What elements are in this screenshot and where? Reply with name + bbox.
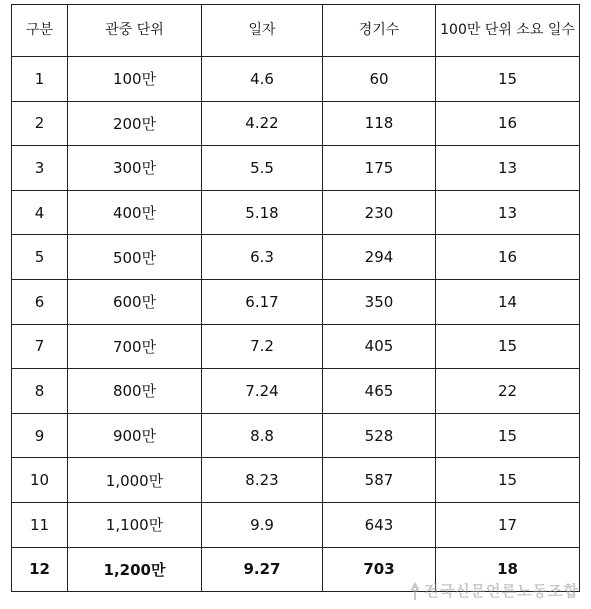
cell-games: 230 [323,190,436,235]
cell-category: 8 [12,369,68,414]
cell-games: 405 [323,324,436,369]
cell-games: 294 [323,235,436,280]
header-date: 일자 [202,5,323,57]
cell-attendance-unit: 400만 [68,190,202,235]
cell-date: 4.6 [202,57,323,102]
cell-games: 118 [323,101,436,146]
cell-attendance-unit: 900만 [68,413,202,458]
cell-days-per-million: 15 [436,413,580,458]
cell-days-per-million: 15 [436,458,580,503]
table-row [12,279,580,324]
cell-category: 12 [12,547,68,592]
cell-days-per-million: 18 [436,547,580,592]
table-body [12,57,580,592]
cell-attendance-unit: 700만 [68,324,202,369]
cell-days-per-million: 16 [436,235,580,280]
cell-date: 8.23 [202,458,323,503]
cell-date: 5.18 [202,190,323,235]
cell-date: 5.5 [202,146,323,191]
cell-date: 8.8 [202,413,323,458]
cell-days-per-million: 22 [436,369,580,414]
cell-games: 643 [323,502,436,547]
cell-games: 587 [323,458,436,503]
cell-attendance-unit: 1,200만 [68,547,202,592]
table-row [12,413,580,458]
table-row [12,369,580,414]
cell-days-per-million: 14 [436,279,580,324]
table-row [12,190,580,235]
cell-category: 7 [12,324,68,369]
cell-category: 2 [12,101,68,146]
cell-category: 9 [12,413,68,458]
cell-attendance-unit: 500만 [68,235,202,280]
cell-category: 3 [12,146,68,191]
table-row [12,502,580,547]
cell-date: 6.17 [202,279,323,324]
cell-attendance-unit: 100만 [68,57,202,102]
header-attendance-unit: 관중 단위 [68,5,202,57]
cell-days-per-million: 16 [436,101,580,146]
table-row [12,235,580,280]
cell-attendance-unit: 1,000만 [68,458,202,503]
table-row [12,146,580,191]
cell-days-per-million: 13 [436,190,580,235]
table-row [12,324,580,369]
cell-games: 350 [323,279,436,324]
table-row [12,547,580,592]
cell-category: 5 [12,235,68,280]
cell-attendance-unit: 1,100만 [68,502,202,547]
table-header-row [12,5,580,57]
cell-days-per-million: 13 [436,146,580,191]
cell-date: 6.3 [202,235,323,280]
cell-games: 60 [323,57,436,102]
cell-category: 4 [12,190,68,235]
cell-games: 528 [323,413,436,458]
cell-games: 465 [323,369,436,414]
cell-date: 7.2 [202,324,323,369]
cell-date: 7.24 [202,369,323,414]
watermark-text: 전국신문언론노동조합 [424,582,579,600]
cell-days-per-million: 15 [436,57,580,102]
cell-category: 1 [12,57,68,102]
header-days-per-million: 100만 단위 소요 일수 [436,5,580,57]
cell-date: 9.9 [202,502,323,547]
cell-category: 10 [12,458,68,503]
cell-days-per-million: 15 [436,324,580,369]
cell-category: 11 [12,502,68,547]
cell-category: 6 [12,279,68,324]
cell-date: 4.22 [202,101,323,146]
cell-attendance-unit: 300만 [68,146,202,191]
cell-attendance-unit: 200만 [68,101,202,146]
table-row [12,57,580,102]
cell-attendance-unit: 600만 [68,279,202,324]
table-row [12,101,580,146]
cell-games: 703 [323,547,436,592]
header-games: 경기수 [323,5,436,57]
cell-games: 175 [323,146,436,191]
cell-days-per-million: 17 [436,502,580,547]
cell-date: 9.27 [202,547,323,592]
header-category: 구분 [12,5,68,57]
cell-attendance-unit: 800만 [68,369,202,414]
attendance-table [11,4,580,592]
table-row [12,458,580,503]
